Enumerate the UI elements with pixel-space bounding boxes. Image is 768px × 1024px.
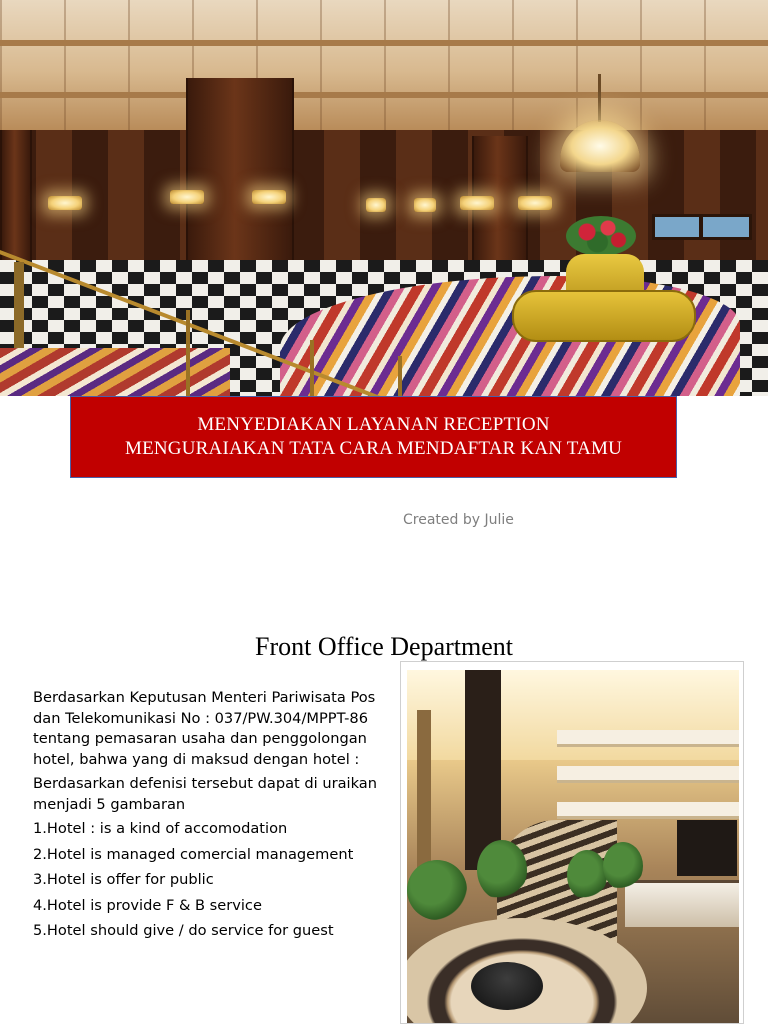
wall-sconce (414, 198, 436, 212)
slide1-title-box (70, 396, 677, 478)
lobby-ceiling (0, 0, 768, 130)
chandelier-chain (598, 74, 601, 122)
creator-credit: Created by Julie (403, 512, 514, 528)
list-item: 3.Hotel is offer for public (33, 871, 214, 888)
reception-desk (625, 880, 739, 927)
definition-paragraph: Berdasarkan Keputusan Menteri Pariwisata Pos dan Telekomunikasi No : 037/PW.304/MPPT-86 tentang pemasaran usaha dan penggolongan hotel, bahwa yang di maksud dengan hotel : (33, 689, 376, 768)
wall-sconce (460, 196, 494, 210)
wall-sconce (518, 196, 552, 210)
railing-post (14, 262, 24, 348)
indoor-plant (477, 840, 527, 900)
hotel-lobby-photo (0, 0, 768, 396)
slide2-body (33, 688, 401, 947)
lobby-column-edge (0, 130, 32, 270)
wall-sconce (252, 190, 286, 204)
indoor-plant (567, 850, 607, 900)
slide1-title-line-1: MENYEDIAKAN LAYANAN RECEPTION (197, 414, 550, 435)
indoor-plant (603, 842, 643, 890)
flower-arrangement (566, 216, 636, 256)
balcony-level (557, 766, 739, 783)
summary-paragraph: Berdasarkan defenisi tersebut dapat di uraikan menjadi 5 gambaran (33, 775, 377, 813)
railing-post (186, 310, 190, 396)
wall-sconce (366, 198, 386, 212)
wall-sconce (170, 190, 204, 204)
striped-carpet-left (0, 348, 230, 396)
list-item: 2.Hotel is managed comercial management (33, 845, 354, 863)
indoor-plant (407, 860, 467, 920)
atrium-photo-frame (400, 661, 744, 1024)
slide1-title-line-2: MENGURAIAKAN TATA CARA MENDAFTAR KAN TAMU (124, 438, 623, 459)
slide2-title: Front Office Department (255, 632, 513, 661)
hotel-characteristics-list (33, 819, 401, 942)
lobby-back-wall (0, 130, 768, 260)
balcony-level (557, 802, 739, 819)
reception-back-panel (677, 820, 737, 876)
list-item: 4.Hotel is provide F & B service (33, 896, 262, 914)
hotel-atrium-photo (407, 670, 739, 1024)
railing-post (310, 340, 314, 396)
wall-sconce (48, 196, 82, 210)
list-item: 1.Hotel : is a kind of accomodation (33, 820, 288, 837)
list-item: 5.Hotel should give / do service for guest (33, 922, 334, 939)
ottoman (471, 962, 543, 1010)
round-sofa (512, 290, 696, 342)
balcony-level (557, 730, 739, 747)
railing-post (398, 356, 402, 396)
